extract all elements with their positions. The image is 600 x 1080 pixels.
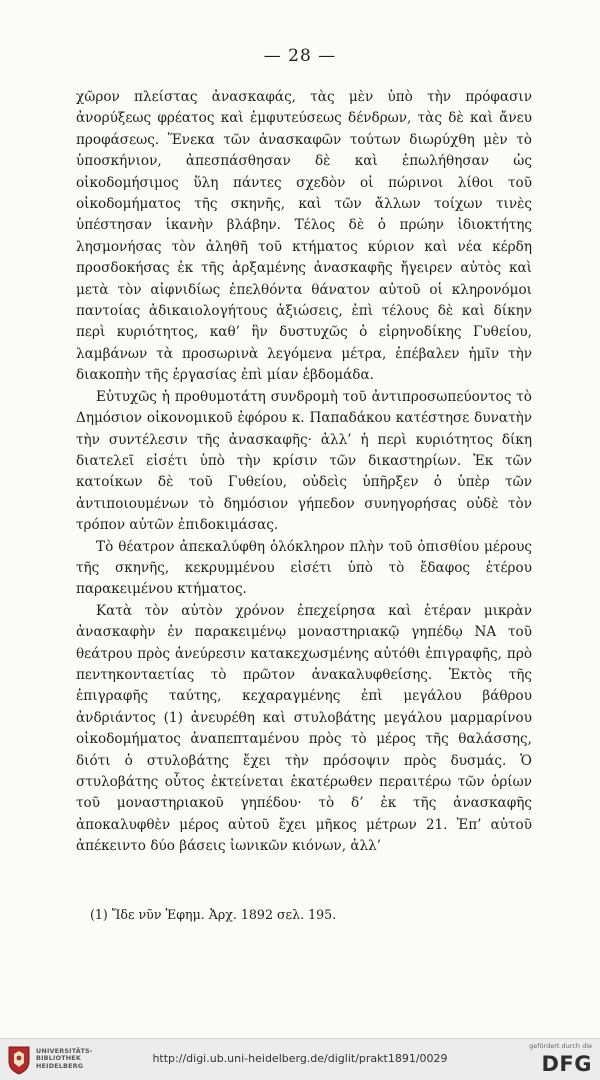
footnote: (1) Ἴδε νῦν Ἐφημ. Ἀρχ. 1892 σελ. 195.: [90, 907, 337, 922]
body-text: [76, 87, 532, 858]
paragraph-3: Τὸ θέατρον ἀπεκαλύφθη ὁλόκληρον πλὴν τοῦ ὀπισθίου μέρους τῆς σκηνῆς, κεκρυμμένου εἰσέτι ὑπὸ τὸ ἔδαφος ἑτέρου παρακειμένου κτήματος.: [76, 538, 532, 598]
document-url[interactable]: http://digi.ub.uni-heidelberg.de/diglit/prakt1891/0029: [152, 1052, 448, 1065]
funded-by-label: gefördert durch die: [529, 1042, 592, 1050]
dfg-logo[interactable]: DFG: [541, 1052, 592, 1076]
paragraph-2: Εὐτυχῶς ἡ προθυμοτάτη συνδρομὴ τοῦ ἀντιπροσωπεύοντος τὸ Δημόσιον οἰκονομικοῦ ἐφόρου κ. Παπαδάκου κατέστησε δυνατὴν τὴν συντέλεσιν τῆς ἀνασκαφῆς· ἀλλ’ ἡ περὶ κυριότητος δίκη διατελεῖ εἰσέτι ὑπὸ τὴν κρίσιν τῶν δικαστηρίων. Ἐκ τῶν κατοίκων δὲ τοῦ Γυθείου, οὐδεὶς ὑπῆρξεν ὁ ὑπὲρ τῶν ἀντιποιουμένων τὸ δημόσιον γήπεδον συνηγορήσας οὐδὲ τὸν τρόπον αὐτῶν ἐπιδοκιμάσας.: [76, 388, 532, 534]
viewer-footer: [0, 1038, 600, 1080]
paragraph-4: Κατὰ τὸν αὐτὸν χρόνον ἐπεχείρησα καὶ ἑτέραν μικρὰν ἀνασκαφὴν ἐν παρακειμένῳ μοναστηριακῷ γηπέδῳ ΝΑ τοῦ θεάτρου πρὸς ἀνεύρεσιν κατακεχωσμένης αὐτόθι ἐπιγραφῆς, πρὸ πεντηκονταετίας τὸ πρῶτον ἀνακαλυφθείσης. Ἐκτὸς τῆς ἐπιγραφῆς ταύτης, κεχαραγμένης ἐπὶ μεγάλου βάθρου ἀνδριάντος (1) ἀνευρέθη καὶ στυλοβάτης μεγάλου μαρμαρίνου οἰκοδομήματος ἀναπεπταμένου πρὸς τὸ μέρος τῆς θαλάσσης, διότι ὁ στυλοβάτης ἔχει τὴν πρόσοψιν πρὸς δυσμάς. Ὁ στυλοβάτης οὗτος ἐκτείνεται ἑκατέρωθεν περαιτέρω τῶν ὁρίων τοῦ μοναστηριακοῦ γηπέδου· τὸ δ’ ἐκ τῆς ἀνασκαφῆς ἀποκαλυφθὲν μέρος αὐτοῦ ἔχει μῆκος μέτρων 21. Ἐπ’ αὐτοῦ ἀπέκειντο δύο βάσεις ἰωνικῶν κιόνων, ἀλλ’: [76, 602, 532, 855]
university-name: UNIVERSITÄTS- BIBLIOTHEK HEIDELBERG: [36, 1047, 93, 1070]
paragraph-1: χῶρον πλείστας ἀνασκαφάς, τὰς μὲν ὑπὸ τὴν πρόφασιν ἀνορύξεως φρέατος καὶ ἐμφυτεύσεως δένδρων, τὰς δὲ καὶ ἄνευ προφάσεως. Ἕνεκα τῶν ἀνασκαφῶν τούτων διωρύχθη μὲν τὸ ὑποσκήνιον, ἀπεσπάσθησαν δὲ καὶ ἐπωλήθησαν ὡς οἰκοδομήσιμος ὕλη πάντες σχεδὸν οἱ πώρινοι λίθοι τοῦ οἰκοδομήματος τῆς σκηνῆς, καὶ τῶν ἄλλων τοίχων τινὲς ὑπέστησαν ἱκανὴν βλάβην. Τέλος δὲ ὁ πρώην ἰδιοκτήτης λησμονήσας τὸν ἀληθῆ τοῦ κτήματος κύριον καὶ νέα κέρδη προσδοκήσας ἐκ τῆς ἀρξαμένης ἀνασκαφῆς ἤγειρεν αὐτὸς καὶ μετὰ τὸν αἰφνιδίως ἐπελθόντα θάνατον αὐτοῦ οἱ κληρονόμοι παντοίας ἀδικαιολογήτους ἀξιώσεις, ἐπὶ τέλους δὲ καὶ δίκην περὶ κυριότητος, καθ’ ἣν δυστυχῶς ὁ εἰρηνοδίκης Γυθείου, λαμβάνων τὰ προσωρινὰ λεγόμενα μέτρα, ἐπέβαλεν ἡμῖν τὴν διακοπὴν τῆς ἐργασίας ἐπὶ μίαν ἑβδομάδα.: [76, 89, 532, 384]
page-number: — 28 —: [263, 46, 337, 66]
